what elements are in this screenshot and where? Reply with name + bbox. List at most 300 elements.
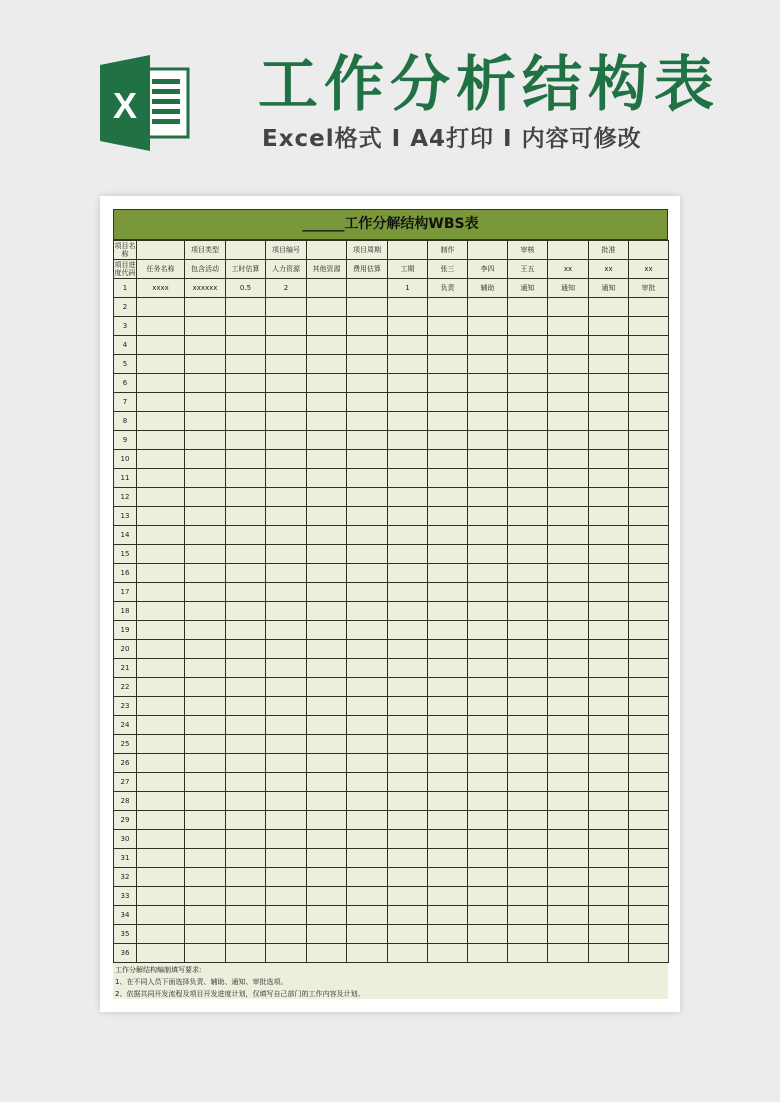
table-cell[interactable]	[629, 488, 669, 507]
table-cell[interactable]	[307, 906, 347, 925]
table-cell[interactable]	[266, 697, 307, 716]
table-cell[interactable]	[629, 868, 669, 887]
table-cell[interactable]	[137, 906, 185, 925]
table-cell[interactable]	[307, 678, 347, 697]
table-cell[interactable]	[508, 925, 548, 944]
table-cell[interactable]	[266, 602, 307, 621]
table-cell[interactable]	[307, 431, 347, 450]
table-cell[interactable]	[428, 773, 468, 792]
table-cell[interactable]	[428, 887, 468, 906]
table-cell[interactable]	[347, 735, 388, 754]
table-cell[interactable]	[468, 697, 508, 716]
table-cell[interactable]	[307, 887, 347, 906]
table-cell[interactable]	[185, 716, 226, 735]
table-cell[interactable]	[137, 545, 185, 564]
table-cell[interactable]	[185, 336, 226, 355]
table-cell[interactable]	[185, 868, 226, 887]
table-cell[interactable]	[508, 393, 548, 412]
table-cell[interactable]	[589, 393, 629, 412]
table-cell[interactable]	[629, 564, 669, 583]
table-cell[interactable]	[307, 355, 347, 374]
table-cell[interactable]	[226, 830, 266, 849]
table-cell[interactable]	[428, 526, 468, 545]
table-cell[interactable]	[388, 868, 428, 887]
table-cell[interactable]	[185, 317, 226, 336]
table-cell[interactable]	[629, 621, 669, 640]
table-cell[interactable]	[347, 716, 388, 735]
table-cell[interactable]	[629, 887, 669, 906]
table-cell[interactable]	[548, 887, 589, 906]
table-cell[interactable]	[137, 602, 185, 621]
table-cell[interactable]	[266, 621, 307, 640]
table-cell[interactable]	[185, 849, 226, 868]
table-cell[interactable]	[307, 564, 347, 583]
table-cell[interactable]	[629, 944, 669, 963]
table-cell[interactable]	[266, 887, 307, 906]
table-cell[interactable]	[388, 374, 428, 393]
table-cell[interactable]	[347, 279, 388, 298]
table-cell[interactable]	[226, 659, 266, 678]
table-cell[interactable]	[185, 792, 226, 811]
table-cell[interactable]	[508, 545, 548, 564]
table-cell[interactable]	[137, 640, 185, 659]
table-cell[interactable]	[629, 716, 669, 735]
table-cell[interactable]	[508, 944, 548, 963]
table-cell[interactable]	[428, 602, 468, 621]
table-cell[interactable]	[548, 298, 589, 317]
table-cell[interactable]	[508, 583, 548, 602]
table-cell[interactable]	[388, 583, 428, 602]
table-cell[interactable]	[266, 412, 307, 431]
table-cell[interactable]	[548, 735, 589, 754]
table-cell[interactable]	[508, 564, 548, 583]
table-cell[interactable]	[185, 906, 226, 925]
table-cell[interactable]	[307, 374, 347, 393]
table-cell[interactable]	[226, 393, 266, 412]
table-cell[interactable]	[468, 317, 508, 336]
table-cell[interactable]	[468, 811, 508, 830]
table-cell[interactable]	[226, 507, 266, 526]
table-cell[interactable]: 负责	[428, 279, 468, 298]
table-cell[interactable]	[468, 849, 508, 868]
table-cell[interactable]	[388, 336, 428, 355]
table-cell[interactable]	[347, 659, 388, 678]
table-cell[interactable]: 通知	[589, 279, 629, 298]
table-cell[interactable]	[226, 906, 266, 925]
table-cell[interactable]	[589, 336, 629, 355]
table-cell[interactable]	[226, 792, 266, 811]
table-cell[interactable]: 辅助	[468, 279, 508, 298]
table-cell[interactable]	[468, 887, 508, 906]
table-cell[interactable]	[468, 298, 508, 317]
table-cell[interactable]	[388, 526, 428, 545]
table-cell[interactable]	[388, 317, 428, 336]
table-cell[interactable]	[388, 887, 428, 906]
table-cell[interactable]	[468, 773, 508, 792]
table-cell[interactable]	[137, 830, 185, 849]
table-cell[interactable]	[388, 792, 428, 811]
table-cell[interactable]	[388, 754, 428, 773]
table-cell[interactable]	[508, 507, 548, 526]
table-cell[interactable]	[226, 716, 266, 735]
table-cell[interactable]	[589, 298, 629, 317]
table-cell[interactable]	[226, 355, 266, 374]
table-cell[interactable]	[508, 697, 548, 716]
table-cell[interactable]	[307, 925, 347, 944]
table-cell[interactable]	[508, 678, 548, 697]
table-cell[interactable]	[508, 849, 548, 868]
table-cell[interactable]	[508, 754, 548, 773]
header-cell[interactable]	[307, 241, 347, 260]
table-cell[interactable]	[226, 697, 266, 716]
table-cell[interactable]	[347, 678, 388, 697]
table-cell[interactable]	[137, 868, 185, 887]
table-cell[interactable]	[185, 374, 226, 393]
table-cell[interactable]	[266, 716, 307, 735]
table-cell[interactable]	[468, 754, 508, 773]
table-cell[interactable]	[347, 773, 388, 792]
table-cell[interactable]	[347, 507, 388, 526]
table-cell[interactable]	[589, 583, 629, 602]
table-cell[interactable]	[307, 279, 347, 298]
table-cell[interactable]	[589, 317, 629, 336]
table-cell[interactable]	[388, 564, 428, 583]
table-cell[interactable]	[226, 298, 266, 317]
table-cell[interactable]	[388, 507, 428, 526]
table-cell[interactable]	[347, 602, 388, 621]
table-cell[interactable]	[185, 678, 226, 697]
table-cell[interactable]	[629, 697, 669, 716]
table-cell[interactable]	[468, 944, 508, 963]
table-cell[interactable]	[548, 583, 589, 602]
table-cell[interactable]	[388, 735, 428, 754]
table-cell[interactable]	[266, 374, 307, 393]
table-cell[interactable]	[137, 678, 185, 697]
table-cell[interactable]	[266, 944, 307, 963]
table-cell[interactable]	[589, 640, 629, 659]
table-cell[interactable]	[468, 374, 508, 393]
table-cell[interactable]	[589, 868, 629, 887]
table-cell[interactable]	[347, 621, 388, 640]
table-cell[interactable]	[137, 716, 185, 735]
table-cell[interactable]	[185, 583, 226, 602]
table-cell[interactable]	[307, 830, 347, 849]
table-cell[interactable]	[548, 526, 589, 545]
table-cell[interactable]	[137, 488, 185, 507]
table-cell[interactable]	[307, 735, 347, 754]
table-cell[interactable]	[468, 336, 508, 355]
table-cell[interactable]	[185, 450, 226, 469]
table-cell[interactable]	[589, 678, 629, 697]
table-cell[interactable]	[468, 602, 508, 621]
table-cell[interactable]	[629, 431, 669, 450]
table-cell[interactable]	[428, 431, 468, 450]
table-cell[interactable]	[185, 697, 226, 716]
table-cell[interactable]	[468, 583, 508, 602]
table-cell[interactable]	[388, 412, 428, 431]
table-cell[interactable]	[589, 431, 629, 450]
table-cell[interactable]	[307, 602, 347, 621]
table-cell[interactable]	[508, 336, 548, 355]
table-cell[interactable]	[137, 317, 185, 336]
table-cell[interactable]	[548, 811, 589, 830]
table-cell[interactable]	[589, 469, 629, 488]
table-cell[interactable]	[307, 792, 347, 811]
table-cell[interactable]	[307, 450, 347, 469]
table-cell[interactable]: xxxx	[137, 279, 185, 298]
table-cell[interactable]	[548, 868, 589, 887]
table-cell[interactable]	[468, 488, 508, 507]
table-cell[interactable]	[629, 754, 669, 773]
table-cell[interactable]	[226, 811, 266, 830]
table-cell[interactable]	[548, 716, 589, 735]
table-cell[interactable]	[589, 944, 629, 963]
table-cell[interactable]	[629, 602, 669, 621]
table-cell[interactable]	[137, 849, 185, 868]
table-cell[interactable]	[137, 412, 185, 431]
table-cell[interactable]	[629, 678, 669, 697]
table-cell[interactable]	[428, 412, 468, 431]
table-cell[interactable]	[589, 488, 629, 507]
table-cell[interactable]	[629, 906, 669, 925]
table-cell[interactable]	[266, 830, 307, 849]
table-cell[interactable]	[347, 830, 388, 849]
table-cell[interactable]	[185, 488, 226, 507]
table-cell[interactable]	[468, 830, 508, 849]
table-cell[interactable]	[548, 412, 589, 431]
table-cell[interactable]	[185, 659, 226, 678]
table-cell[interactable]	[307, 583, 347, 602]
table-cell[interactable]	[548, 944, 589, 963]
table-cell[interactable]	[388, 849, 428, 868]
table-cell[interactable]	[508, 906, 548, 925]
table-cell[interactable]	[185, 412, 226, 431]
table-cell[interactable]	[388, 659, 428, 678]
table-cell[interactable]	[428, 906, 468, 925]
table-cell[interactable]	[428, 564, 468, 583]
table-cell[interactable]	[137, 431, 185, 450]
table-cell[interactable]	[307, 621, 347, 640]
table-cell[interactable]	[307, 469, 347, 488]
table-cell[interactable]	[388, 716, 428, 735]
table-cell[interactable]	[508, 602, 548, 621]
table-cell[interactable]	[185, 925, 226, 944]
table-cell[interactable]	[508, 317, 548, 336]
table-cell[interactable]	[589, 564, 629, 583]
table-cell[interactable]	[548, 602, 589, 621]
table-cell[interactable]	[347, 355, 388, 374]
table-cell[interactable]	[629, 659, 669, 678]
table-cell[interactable]	[266, 659, 307, 678]
table-cell[interactable]	[388, 298, 428, 317]
table-cell[interactable]	[388, 355, 428, 374]
table-cell[interactable]	[226, 678, 266, 697]
table-cell[interactable]	[307, 507, 347, 526]
table-cell[interactable]	[185, 811, 226, 830]
table-cell[interactable]	[548, 545, 589, 564]
table-cell[interactable]	[548, 564, 589, 583]
table-cell[interactable]	[428, 678, 468, 697]
table-cell[interactable]	[589, 811, 629, 830]
table-cell[interactable]	[388, 830, 428, 849]
table-cell[interactable]	[508, 621, 548, 640]
table-cell[interactable]	[347, 317, 388, 336]
table-cell[interactable]	[185, 507, 226, 526]
table-cell[interactable]	[347, 640, 388, 659]
table-cell[interactable]	[428, 583, 468, 602]
table-cell[interactable]	[347, 944, 388, 963]
table-cell[interactable]	[468, 621, 508, 640]
table-cell[interactable]	[589, 792, 629, 811]
table-cell[interactable]	[548, 773, 589, 792]
table-cell[interactable]	[137, 450, 185, 469]
table-cell[interactable]	[548, 659, 589, 678]
table-cell[interactable]	[185, 773, 226, 792]
table-cell[interactable]	[428, 393, 468, 412]
table-cell[interactable]	[185, 944, 226, 963]
table-cell[interactable]	[347, 526, 388, 545]
table-cell[interactable]	[226, 431, 266, 450]
table-cell[interactable]	[589, 602, 629, 621]
table-cell[interactable]	[185, 621, 226, 640]
table-cell[interactable]	[508, 773, 548, 792]
table-cell[interactable]	[137, 697, 185, 716]
table-cell[interactable]	[589, 450, 629, 469]
table-cell[interactable]	[508, 659, 548, 678]
table-cell[interactable]	[629, 507, 669, 526]
table-cell[interactable]	[226, 583, 266, 602]
table-cell[interactable]	[307, 412, 347, 431]
table-cell[interactable]	[508, 431, 548, 450]
table-cell[interactable]	[226, 317, 266, 336]
table-cell[interactable]	[347, 583, 388, 602]
table-cell[interactable]	[185, 298, 226, 317]
table-cell[interactable]	[226, 621, 266, 640]
table-cell[interactable]	[347, 906, 388, 925]
table-cell[interactable]	[347, 450, 388, 469]
table-cell[interactable]	[226, 469, 266, 488]
table-cell[interactable]	[548, 678, 589, 697]
table-cell[interactable]	[347, 374, 388, 393]
table-cell[interactable]	[468, 716, 508, 735]
table-cell[interactable]	[226, 564, 266, 583]
table-cell[interactable]	[226, 450, 266, 469]
table-cell[interactable]	[266, 811, 307, 830]
table-cell[interactable]	[307, 640, 347, 659]
table-cell[interactable]	[347, 431, 388, 450]
table-cell[interactable]	[468, 868, 508, 887]
table-cell[interactable]	[428, 830, 468, 849]
table-cell[interactable]	[548, 469, 589, 488]
table-cell[interactable]: 审批	[629, 279, 669, 298]
table-cell[interactable]	[548, 355, 589, 374]
table-cell[interactable]	[137, 393, 185, 412]
table-cell[interactable]	[137, 336, 185, 355]
table-cell[interactable]	[266, 868, 307, 887]
table-cell[interactable]	[428, 621, 468, 640]
table-cell[interactable]	[468, 412, 508, 431]
table-cell[interactable]	[388, 906, 428, 925]
table-cell[interactable]	[137, 925, 185, 944]
table-cell[interactable]	[589, 697, 629, 716]
table-cell[interactable]	[137, 507, 185, 526]
table-cell[interactable]	[548, 336, 589, 355]
table-cell[interactable]	[468, 545, 508, 564]
table-cell[interactable]	[388, 450, 428, 469]
table-cell[interactable]	[629, 773, 669, 792]
table-cell[interactable]	[226, 602, 266, 621]
table-cell[interactable]	[428, 868, 468, 887]
table-cell[interactable]	[307, 393, 347, 412]
table-cell[interactable]	[589, 355, 629, 374]
table-cell[interactable]	[629, 830, 669, 849]
table-cell[interactable]	[137, 811, 185, 830]
table-cell[interactable]	[508, 887, 548, 906]
table-cell[interactable]	[307, 298, 347, 317]
table-cell[interactable]	[629, 640, 669, 659]
table-cell[interactable]	[388, 393, 428, 412]
table-cell[interactable]	[548, 754, 589, 773]
table-cell[interactable]: 通知	[508, 279, 548, 298]
table-cell[interactable]	[468, 450, 508, 469]
table-cell[interactable]	[185, 526, 226, 545]
table-cell[interactable]	[185, 602, 226, 621]
table-cell[interactable]	[629, 925, 669, 944]
table-cell[interactable]	[548, 792, 589, 811]
table-cell[interactable]	[428, 450, 468, 469]
table-cell[interactable]	[589, 412, 629, 431]
table-cell[interactable]	[468, 640, 508, 659]
table-cell[interactable]	[347, 298, 388, 317]
table-cell[interactable]	[589, 773, 629, 792]
table-cell[interactable]: 1	[388, 279, 428, 298]
header-cell[interactable]	[388, 241, 428, 260]
table-cell[interactable]	[428, 716, 468, 735]
table-cell[interactable]	[629, 317, 669, 336]
table-cell[interactable]	[347, 545, 388, 564]
table-cell[interactable]	[629, 412, 669, 431]
table-cell[interactable]	[428, 659, 468, 678]
table-cell[interactable]	[428, 925, 468, 944]
table-cell[interactable]	[185, 393, 226, 412]
table-cell[interactable]	[226, 545, 266, 564]
table-cell[interactable]	[226, 640, 266, 659]
table-cell[interactable]	[629, 545, 669, 564]
table-cell[interactable]	[185, 545, 226, 564]
table-cell[interactable]	[508, 412, 548, 431]
table-cell[interactable]	[307, 716, 347, 735]
table-cell[interactable]	[307, 545, 347, 564]
table-cell[interactable]	[508, 355, 548, 374]
table-cell[interactable]	[226, 488, 266, 507]
table-cell[interactable]	[226, 887, 266, 906]
table-cell[interactable]	[266, 431, 307, 450]
table-cell[interactable]	[548, 488, 589, 507]
table-cell[interactable]	[347, 393, 388, 412]
table-cell[interactable]	[388, 811, 428, 830]
table-cell[interactable]	[307, 317, 347, 336]
table-cell[interactable]	[266, 298, 307, 317]
table-cell[interactable]	[629, 336, 669, 355]
table-cell[interactable]	[468, 925, 508, 944]
table-cell[interactable]	[468, 469, 508, 488]
table-cell[interactable]	[468, 735, 508, 754]
table-cell[interactable]	[589, 735, 629, 754]
table-cell[interactable]	[347, 811, 388, 830]
table-cell[interactable]	[307, 526, 347, 545]
table-cell[interactable]	[266, 469, 307, 488]
table-cell[interactable]	[266, 678, 307, 697]
